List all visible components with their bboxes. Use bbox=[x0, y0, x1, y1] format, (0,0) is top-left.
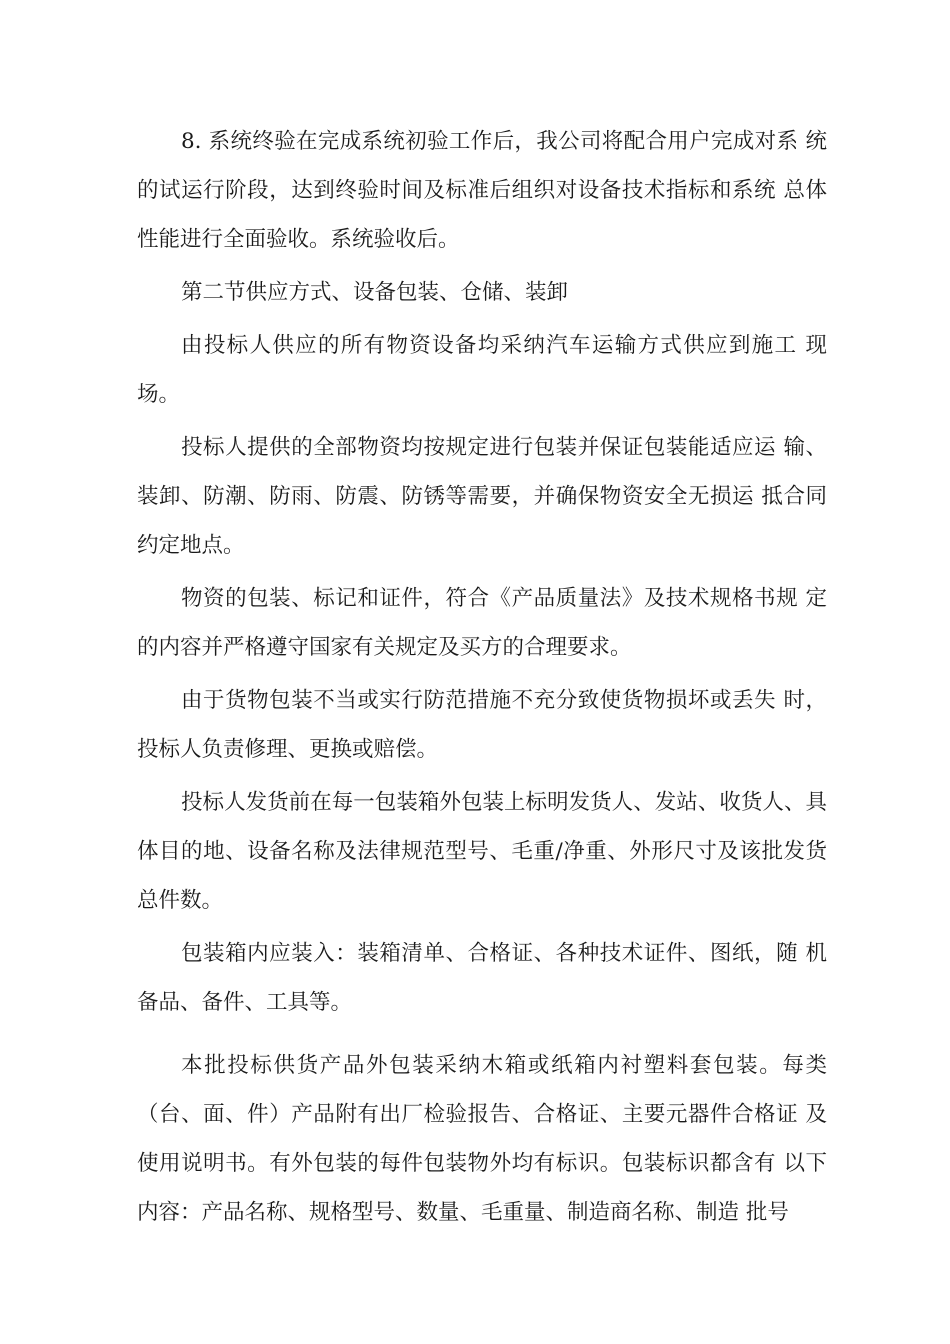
paragraph-shipping-labels: 投标人发货前在每一包装箱外包装上标明发货人、发站、收货人、具体目的地、设备名称及法律规范型号、毛重/净重、外形尺寸及该批发货总件数。 bbox=[137, 790, 827, 913]
paragraph-markings-certificates: 物资的包装、标记和证件，符合《产品质量法》及技术规格书规 定的内容并严格遵守国家有关规定及买方的合理要求。 bbox=[137, 586, 827, 660]
document-body bbox=[137, 117, 827, 1237]
paragraph-final-acceptance: 8. 系统终验在完成系统初验工作后，我公司将配合用户完成对系 统的试运行阶段，达到终验时间及标准后组织对设备技术指标和系统 总体性能进行全面验收。系统验收后。 bbox=[137, 129, 827, 252]
paragraph-transport-method: 由投标人供应的所有物资设备均采纳汽车运输方式供应到施工 现场。 bbox=[137, 333, 827, 407]
paragraph-box-contents: 包装箱内应装入：装箱清单、合格证、各种技术证件、图纸，随 机备品、备件、工具等。 bbox=[137, 941, 827, 1015]
paragraph-packaging-requirements: 投标人提供的全部物资均按规定进行包装并保证包装能适应运 输、装卸、防潮、防雨、防震、防锈等需要，并确保物资安全无损运 抵合同约定地点。 bbox=[137, 435, 827, 558]
paragraph-outer-packaging: 本批投标供货产品外包装采纳木箱或纸箱内衬塑料套包装。每类（台、面、件）产品附有出厂检验报告、合格证、主要元器件合格证 及使用说明书。有外包装的每件包装物外均有标识。包装标识都含有 以下内容：产品名称、规格型号、数量、毛重量、制造商名称、制造 批号 bbox=[137, 1053, 827, 1225]
section-heading-supply-packaging: 第二节供应方式、设备包装、仓储、装卸 bbox=[181, 280, 569, 305]
paragraph-damage-liability: 由于货物包装不当或实行防范措施不充分致使货物损坏或丢失 时，投标人负责修理、更换或赔偿。 bbox=[137, 688, 827, 762]
